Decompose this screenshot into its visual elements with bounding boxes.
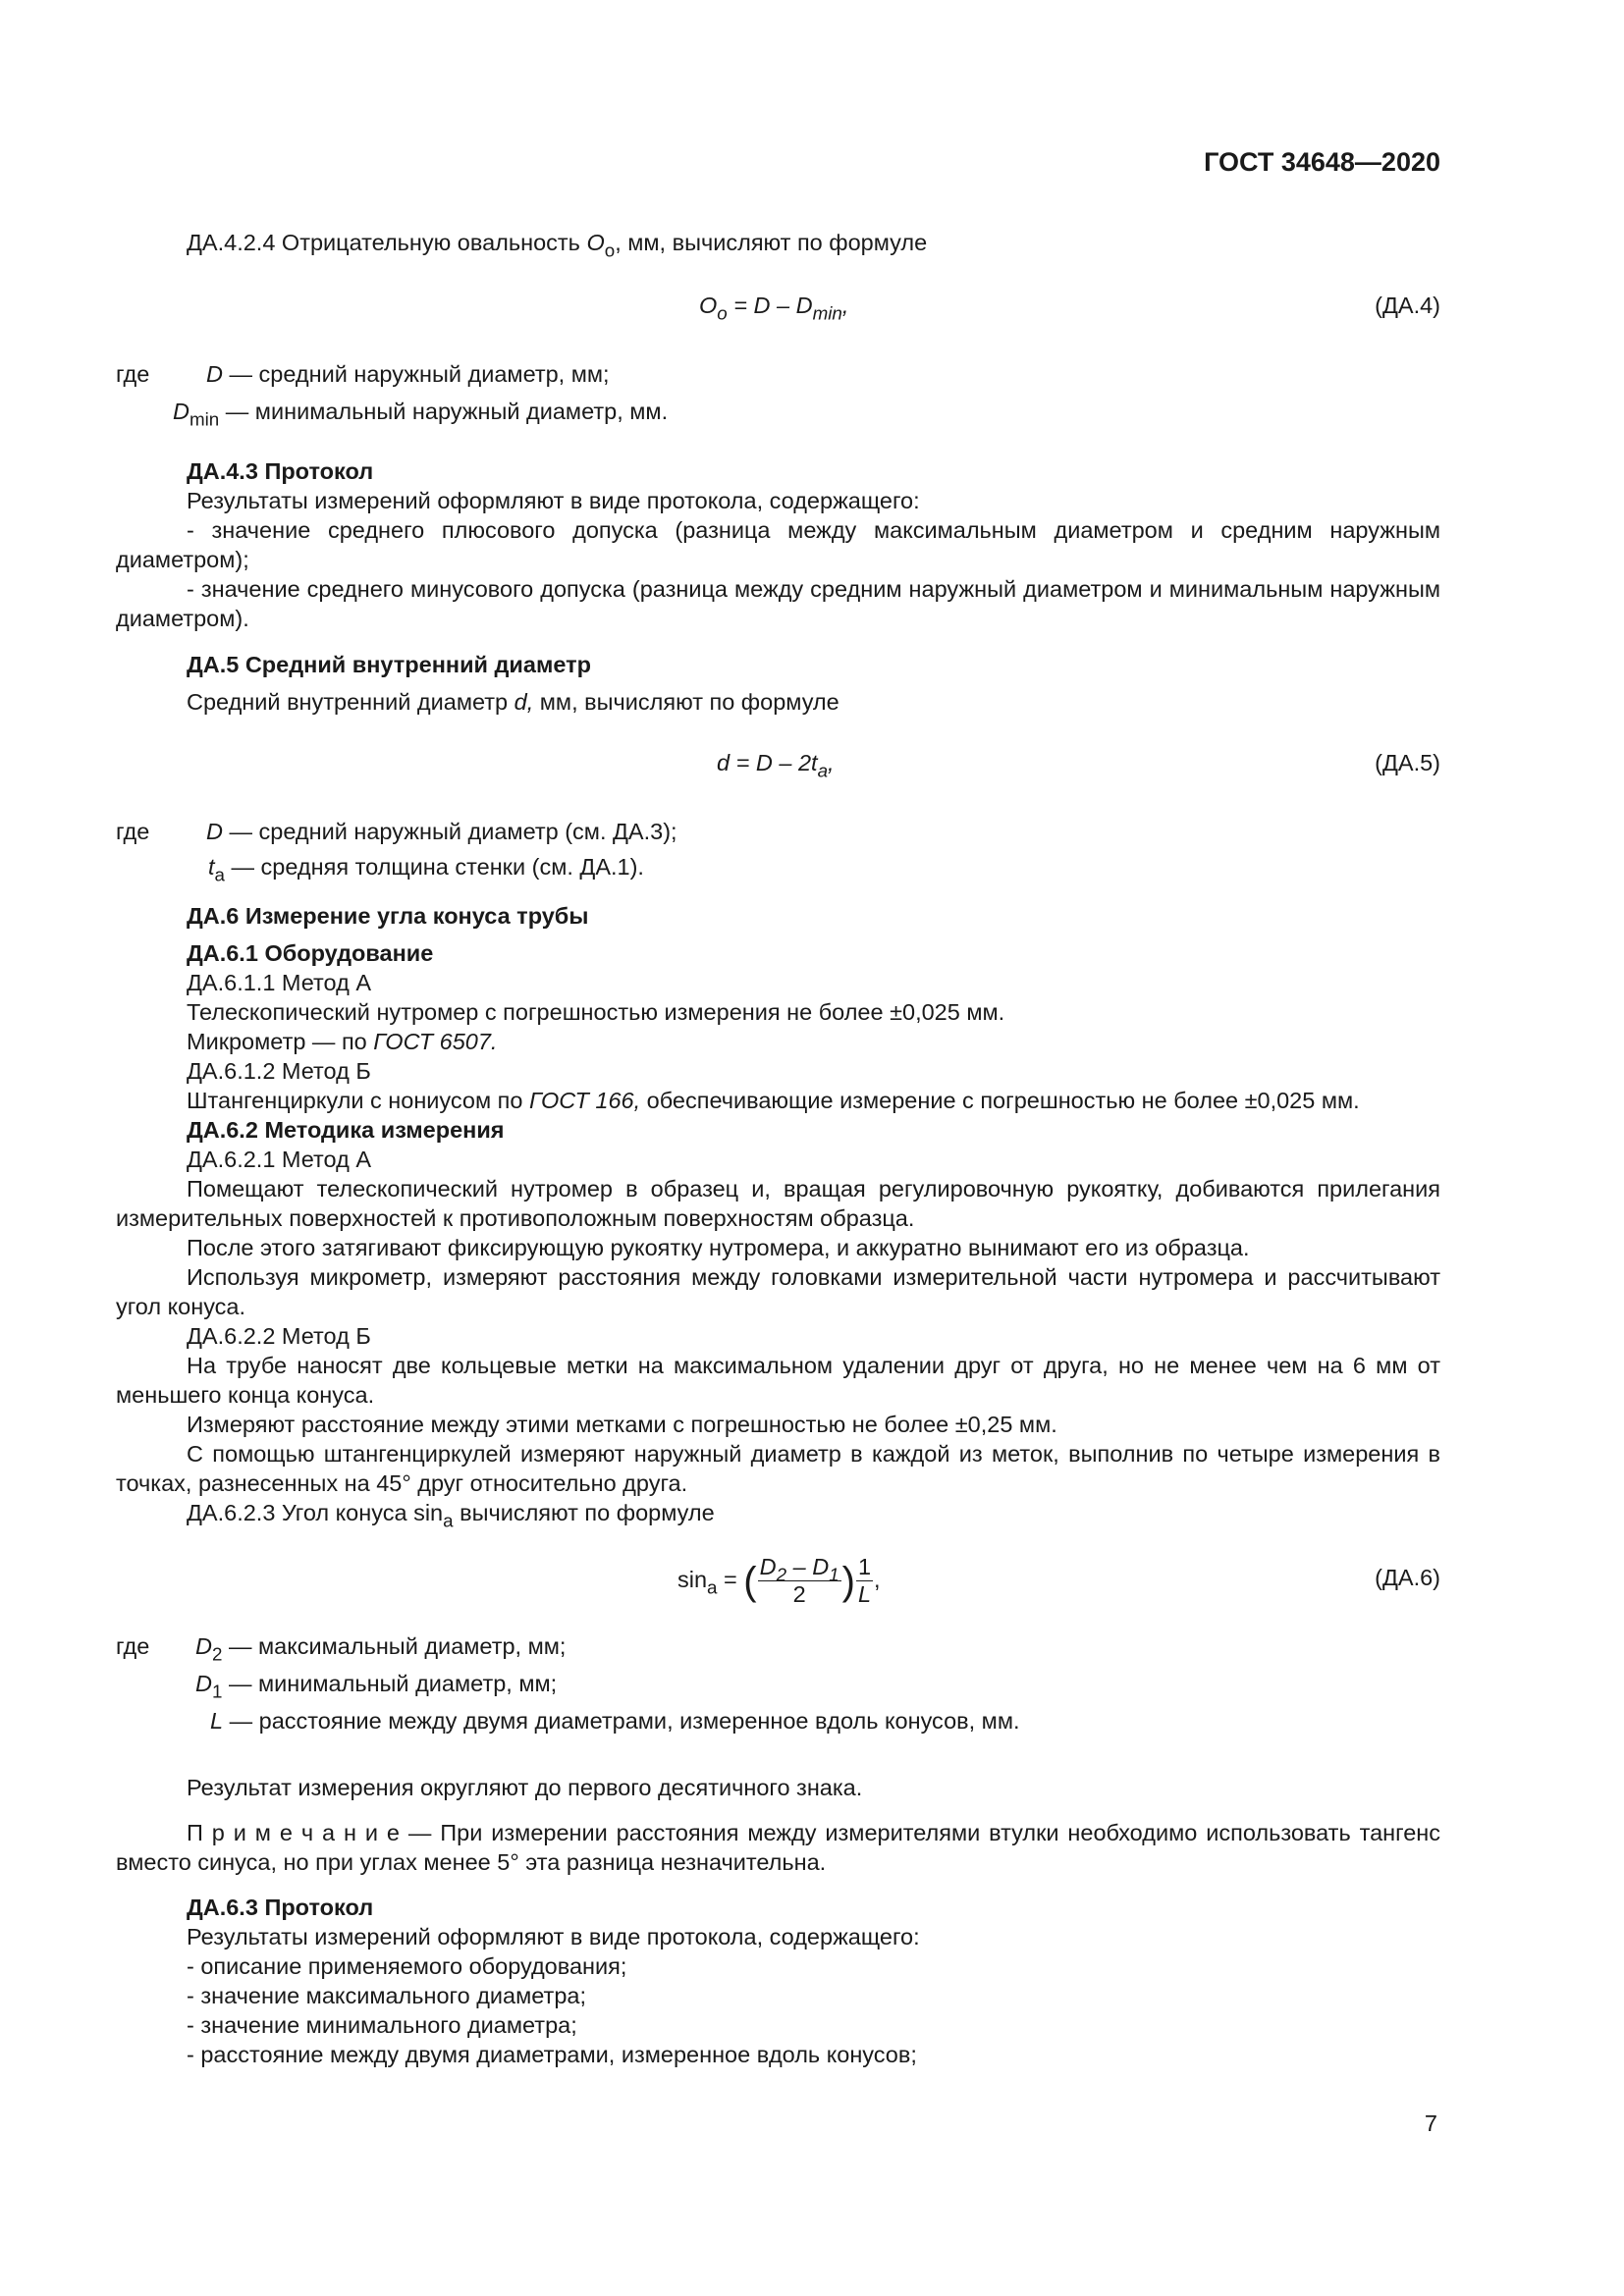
clause-da-6-2-3 bbox=[187, 1498, 715, 1531]
right-paren: ) bbox=[841, 1559, 855, 1603]
method-b-2: ДА.6.2.2 Метод Б bbox=[187, 1323, 371, 1349]
var-ta: t bbox=[208, 854, 215, 880]
fraction-numerator bbox=[758, 1554, 841, 1585]
page-number: 7 bbox=[1424, 2110, 1437, 2136]
protocol-item-1: - значение среднего плюсового допуска (разница между максимальным диаметром и средним наружным диаметром); bbox=[116, 517, 1440, 572]
micrometer-text bbox=[187, 1027, 497, 1056]
where-line-1 bbox=[206, 817, 677, 846]
list-item: - расстояние между двумя диаметрами, измеренное вдоль конусов; bbox=[187, 2042, 917, 2067]
method-b-1: ДА.6.1.2 Метод Б bbox=[187, 1058, 371, 1084]
formula-da-5 bbox=[717, 748, 835, 781]
formula-lhs-sub: o bbox=[717, 302, 728, 324]
formula-number-da-6: (ДА.6) bbox=[1375, 1565, 1440, 1590]
var-d2-desc: — максимальный диаметр, мм; bbox=[222, 1633, 567, 1659]
paragraph-6: С помощью штангенциркулей измеряют наружный диаметр в каждой из меток, выполнив по четыре измерения в точках, разнесенных на 45° друг относительно друга. bbox=[116, 1441, 1440, 1496]
var-l-desc: — расстояние между двумя диаметрами, измеренное вдоль конусов, мм. bbox=[223, 1708, 1020, 1734]
formula-expr: d = D – 2t bbox=[717, 750, 818, 775]
formula-end: , bbox=[874, 1567, 881, 1592]
formula-mid: = D – D bbox=[727, 293, 813, 318]
paragraph-4: На трубе наносят две кольцевые метки на максимальном удалении друг от друга, но не менее чем на 6 мм от меньшего конца конуса. bbox=[116, 1353, 1440, 1408]
formula-lhs-sub: a bbox=[707, 1576, 718, 1598]
fraction-l: L bbox=[857, 1580, 872, 1607]
var-ta-desc: — средняя толщина стенки (см. ДА.1). bbox=[224, 854, 644, 880]
where-label: где bbox=[116, 819, 150, 844]
note bbox=[116, 1818, 1440, 1877]
fraction-diameters bbox=[758, 1556, 841, 1606]
paragraph-1: Помещают телескопический нутромер в образец и, вращая регулировочную рукоятку, добиваются прилегания измерительных поверхностей к противоположным поверхностям образца. bbox=[116, 1176, 1440, 1231]
formula-sub: a bbox=[817, 760, 829, 781]
list-item: - значение максимального диаметра; bbox=[187, 1983, 586, 2008]
result-rounding: Результат измерения округляют до первого десятичного знака. bbox=[187, 1775, 863, 1800]
clause-tail: мм, вычисляют по формуле bbox=[533, 689, 839, 715]
var-d-inner: d, bbox=[514, 689, 534, 715]
var-d-desc: — средний наружный диаметр, мм; bbox=[222, 361, 610, 387]
clause-da-5-text bbox=[187, 687, 839, 717]
list-item: - значение минимального диаметра; bbox=[187, 2012, 577, 2038]
note-text: — При измерении расстояния между измерителями втулки необходимо использовать тангенс вместо синуса, но при углах менее 5° эта разница незначительна. bbox=[116, 1820, 1440, 1875]
clause-sub: a bbox=[443, 1510, 454, 1531]
var-d1: D bbox=[195, 1671, 212, 1696]
formula-da-4 bbox=[699, 291, 849, 324]
var-d1-sub: 1 bbox=[211, 1681, 223, 1702]
protocol-item-2: - значение среднего минусового допуска (разница между средним наружный диаметром и минимальным наружным диаметром). bbox=[116, 576, 1440, 631]
clause-tail: вычисляют по формуле bbox=[453, 1500, 715, 1525]
where-line-3 bbox=[210, 1706, 1020, 1735]
where-label: где bbox=[116, 361, 150, 387]
left-paren: ( bbox=[743, 1559, 757, 1603]
num-d2: D bbox=[759, 1554, 777, 1580]
where-line-1 bbox=[206, 359, 610, 389]
var-d1-desc: — минимальный диаметр, мм; bbox=[222, 1671, 558, 1696]
var-d-desc: — средний наружный диаметр (см. ДА.3); bbox=[222, 819, 677, 844]
method-a-1: ДА.6.1.1 Метод А bbox=[187, 970, 372, 995]
formula-lhs: O bbox=[699, 293, 718, 318]
formula-end: , bbox=[841, 293, 849, 318]
var-d2-sub: 2 bbox=[211, 1643, 223, 1665]
formula-number-da-5: (ДА.5) bbox=[1375, 750, 1440, 775]
heading-da-6: ДА.6 Измерение угла конуса трубы bbox=[187, 903, 589, 929]
formula-end: , bbox=[828, 750, 835, 775]
heading-da-6-3: ДА.6.3 Протокол bbox=[187, 1895, 374, 1920]
num-d2-sub: 2 bbox=[776, 1564, 787, 1585]
where-line-2 bbox=[208, 852, 644, 885]
paragraph-3: Используя микрометр, измеряют расстояния между головками измерительной части нутромера и рассчитывают угол конуса. bbox=[116, 1264, 1440, 1319]
where-label: где bbox=[116, 1633, 150, 1659]
telescopic-gauge-text: Телескопический нутромер с погрешностью измерения не более ±0,025 мм. bbox=[187, 999, 1005, 1025]
fraction-one-over-l bbox=[856, 1556, 873, 1606]
caliper-text bbox=[187, 1086, 1360, 1115]
where-line-1 bbox=[195, 1631, 567, 1665]
list-item: - описание применяемого оборудования; bbox=[187, 1953, 627, 1979]
var-d: D bbox=[206, 819, 223, 844]
var-dmin-desc: — минимальный наружный диаметр, мм. bbox=[219, 399, 669, 424]
where-line-2 bbox=[173, 397, 669, 430]
ovality-symbol: O bbox=[586, 230, 605, 255]
var-ta-sub: a bbox=[214, 864, 225, 885]
paragraph-2: После этого затягивают фиксирующую рукоятку нутромера, и аккуратно вынимают его из образца. bbox=[187, 1235, 1250, 1260]
var-d2: D bbox=[195, 1633, 212, 1659]
heading-da-4-3: ДА.4.3 Протокол bbox=[187, 458, 374, 484]
gost-166-ref: ГОСТ 166, bbox=[529, 1088, 641, 1113]
note-label: П р и м е ч а н и е bbox=[187, 1820, 400, 1845]
method-a-2: ДА.6.2.1 Метод А bbox=[187, 1147, 372, 1172]
heading-da-6-2: ДА.6.2 Методика измерения bbox=[187, 1117, 505, 1143]
protocol-intro-2: Результаты измерений оформляют в виде протокола, содержащего: bbox=[187, 1924, 920, 1949]
clause-text: ДА.6.2.3 Угол конуса sin bbox=[187, 1500, 444, 1525]
clause-text: ДА.4.2.4 Отрицательную овальность bbox=[187, 230, 587, 255]
heading-da-6-1: ДА.6.1 Оборудование bbox=[187, 940, 434, 966]
caliper-tail: обеспечивающие измерение с погрешностью не более ±0,025 мм. bbox=[640, 1088, 1360, 1113]
standard-header: ГОСТ 34648—2020 bbox=[1204, 147, 1440, 177]
var-l: L bbox=[210, 1708, 224, 1734]
ovality-subscript: o bbox=[604, 240, 616, 261]
formula-da-6 bbox=[677, 1555, 881, 1606]
paragraph-5: Измеряют расстояние между этими метками с погрешностью не более ±0,25 мм. bbox=[187, 1412, 1057, 1437]
formula-mid-sub: min bbox=[812, 302, 842, 324]
gost-6507-ref: ГОСТ 6507. bbox=[373, 1029, 498, 1054]
where-line-2 bbox=[195, 1669, 558, 1702]
formula-number-da-4: (ДА.4) bbox=[1375, 293, 1440, 318]
var-d: D bbox=[206, 361, 223, 387]
heading-da-5: ДА.5 Средний внутренний диаметр bbox=[187, 652, 591, 677]
caliper-label: Штангенциркули с нониусом по bbox=[187, 1088, 530, 1113]
micrometer-label: Микрометр — по bbox=[187, 1029, 374, 1054]
clause-tail: , мм, вычисляют по формуле bbox=[615, 230, 928, 255]
clause-text: Средний внутренний диаметр bbox=[187, 689, 514, 715]
fraction-denominator: 2 bbox=[792, 1580, 806, 1607]
protocol-intro: Результаты измерений оформляют в виде протокола, содержащего: bbox=[187, 488, 920, 513]
var-dmin: D bbox=[173, 399, 189, 424]
formula-lhs: sin bbox=[677, 1567, 708, 1592]
clause-da-4-2-4 bbox=[187, 228, 928, 261]
num-d1-sub: 1 bbox=[829, 1564, 839, 1585]
var-dmin-sub: min bbox=[189, 408, 220, 430]
num-minus-d1: – D bbox=[786, 1554, 830, 1580]
fraction-one: 1 bbox=[857, 1554, 872, 1580]
formula-eq: = bbox=[717, 1567, 744, 1592]
